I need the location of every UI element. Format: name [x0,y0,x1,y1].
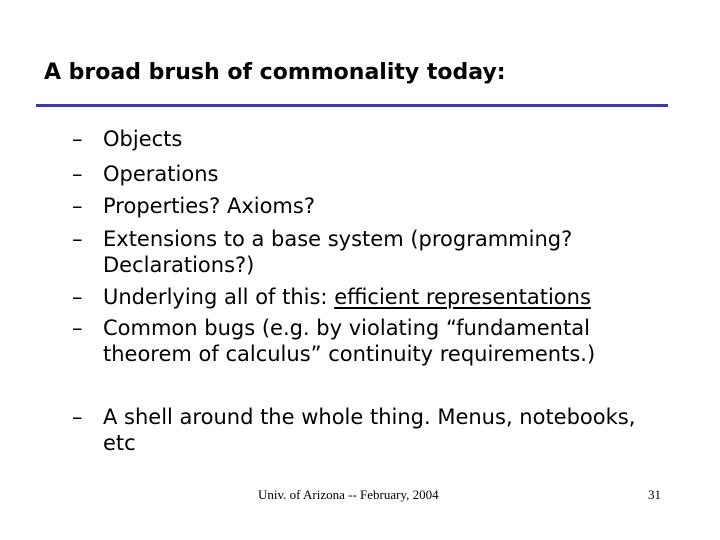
bullet-text [103,284,591,310]
bullet-text: Properties? Axioms? [103,194,315,218]
bullet-text: Operations [103,162,219,186]
bullet-text-continuation: Declarations?) [103,253,255,277]
bullet-dash: – [72,227,83,251]
bullet-text: Extensions to a base system (programming? [103,227,573,251]
emphasis-text: efficient representations [334,285,591,309]
bullet-dash: – [72,194,83,218]
bullet-text-prefix: Underlying all of this: [103,285,335,309]
slide-title: A broad brush of commonality today: [44,60,506,85]
page-number: 31 [648,487,661,502]
bullet-dash: – [72,285,83,309]
bullet-dash: – [72,162,83,186]
bullet-text: A shell around the whole thing. Menus, notebooks, [103,405,636,429]
bullet-dash: – [72,127,83,151]
bullet-text: Common bugs (e.g. by violating “fundamental [103,316,590,340]
footer-text: Univ. of Arizona -- February, 2004 [258,487,439,502]
bullet-dash: – [72,316,83,340]
bullet-dash: – [72,405,83,429]
bullet-text: Objects [103,127,183,151]
bullet-text-continuation: etc [103,431,136,455]
bullet-text-continuation: theorem of calculus” continuity requirements.) [103,342,596,366]
